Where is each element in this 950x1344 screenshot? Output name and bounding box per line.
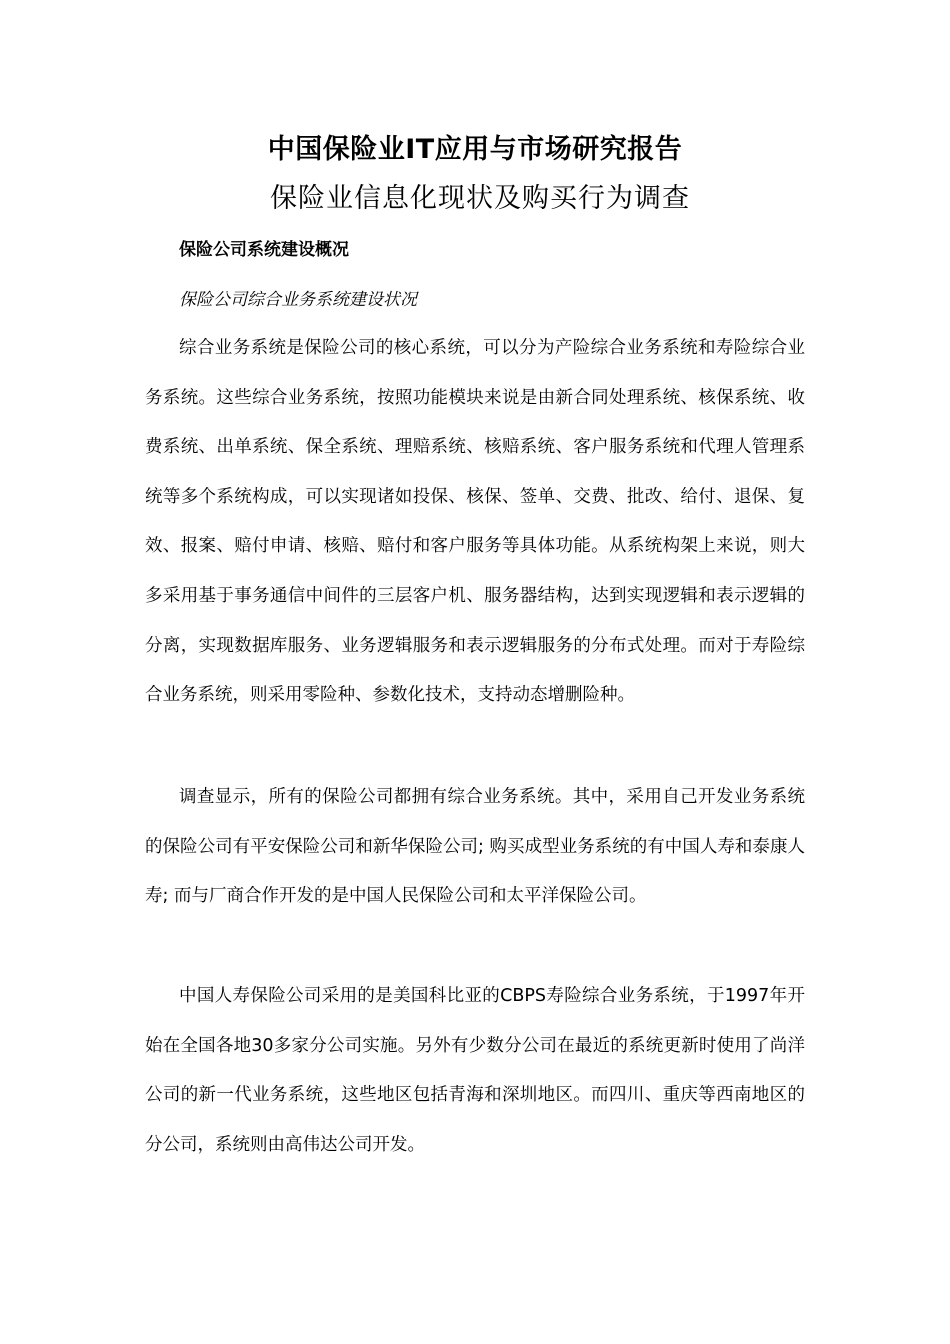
section-heading: 保险公司系统建设概况	[179, 240, 349, 260]
body-paragraph: 综合业务系统是保险公司的核心系统，可以分为产险综合业务系统和寿险综合业务系统。这些综合业务系统，按照功能模块来说是由新合同处理系统、核保系统、收费系统、出单系统、保全系统、理赔系统、核赔系统、客户服务系统和代理人管理系统等多个系统构成，可以实现诸如投保、核保、签单、交费、批改、给付、退保、复效、报案、赔付申请、核赔、赔付和客户服务等具体功能。从系统构架上来说，则大多采用基于事务通信中间件的三层客户机、服务器结构，达到实现逻辑和表示逻辑的分离，实现数据库服务、业务逻辑服务和表示逻辑服务的分布式处理。而对于寿险综合业务系统，则采用零险种、参数化技术，支持动态增删险种。	[145, 338, 805, 706]
subsection-heading: 保险公司综合业务系统建设状况	[179, 290, 417, 310]
body-paragraph: 中国人寿保险公司采用的是美国科比亚的CBPS寿险综合业务系统，于1997年开始在全国各地30多家分公司实施。另外有少数分公司在最近的系统更新时使用了尚洋公司的新一代业务系统，这些地区包括青海和深圳地区。而四川、重庆等西南地区的分公司，系统则由高伟达公司开发。	[145, 986, 805, 1155]
document-title: 中国保险业IT应用与市场研究报告	[267, 134, 683, 165]
document-subtitle: 保险业信息化现状及购买行为调查	[270, 183, 690, 214]
body-paragraph: 调查显示，所有的保险公司都拥有综合业务系统。其中，采用自己开发业务系统的保险公司有平安保险公司和新华保险公司; 购买成型业务系统的有中国人寿和泰康人寿; 而与厂商合作开发的是中国人民保险公司和太平洋保险公司。	[145, 787, 805, 907]
